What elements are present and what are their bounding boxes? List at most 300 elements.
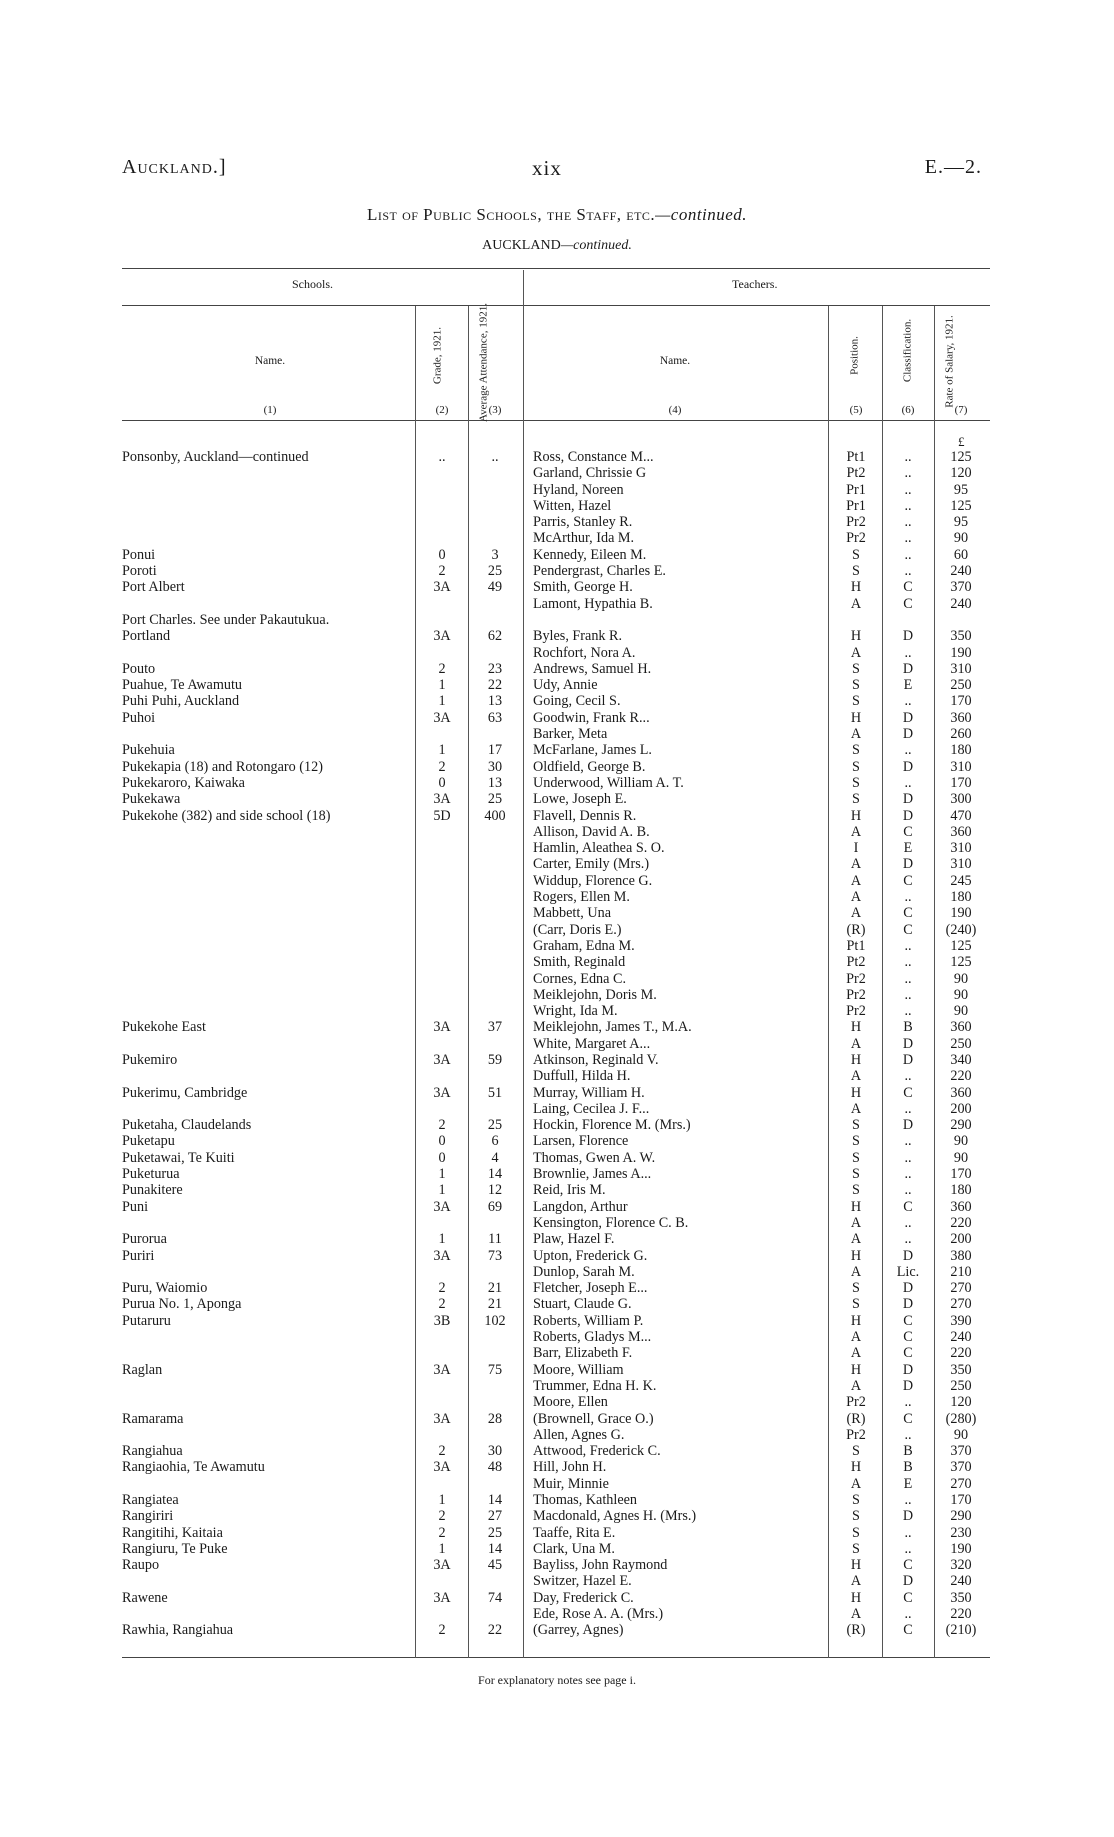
- grade-cell: 3A: [433, 628, 451, 645]
- attendance-cell: 37: [487, 1019, 503, 1036]
- teacher-name: Stuart, Claude G.: [533, 1296, 632, 1313]
- position-cell: A: [850, 1329, 862, 1346]
- column-number-rule: [122, 420, 990, 421]
- classification-cell: D: [902, 1377, 914, 1394]
- attendance-cell: 22: [487, 1622, 503, 1639]
- position-cell: A: [850, 1263, 862, 1280]
- classification-cell: D: [902, 726, 914, 743]
- classification-cell: ..: [904, 1606, 912, 1623]
- attendance-cell: 63: [487, 709, 503, 726]
- salary-cell: 170: [950, 1492, 972, 1508]
- table-row: [0, 905, 1114, 921]
- attendance-cell: 14: [487, 1166, 503, 1183]
- classification-cell: C: [903, 921, 913, 938]
- attendance-cell: 74: [487, 1589, 503, 1606]
- classification-cell: D: [902, 1361, 914, 1378]
- salary-cell: 120: [950, 465, 972, 482]
- attendance-cell: ..: [491, 449, 499, 465]
- grade-cell: 1: [438, 1492, 446, 1508]
- table-row: [0, 1036, 1114, 1052]
- teacher-name: Dunlop, Sarah M.: [533, 1263, 635, 1280]
- table-row: [0, 987, 1114, 1003]
- position-cell: (R): [846, 1622, 866, 1639]
- salary-cell: 190: [950, 1540, 972, 1557]
- table-row: [0, 645, 1114, 661]
- classification-cell: C: [903, 1410, 913, 1427]
- grade-cell: 1: [438, 693, 446, 710]
- position-cell: A: [850, 823, 862, 840]
- school-name: Poroti: [122, 563, 157, 580]
- table-row: [0, 742, 1114, 758]
- school-name: Ponui: [122, 546, 156, 563]
- salary-cell: 270: [950, 1296, 972, 1313]
- salary-cell: 370: [950, 1443, 972, 1460]
- table-row: [0, 710, 1114, 726]
- table-row: [0, 873, 1114, 889]
- school-name: Punakitere: [122, 1182, 183, 1199]
- attendance-cell: 25: [487, 1524, 503, 1541]
- salary-cell: 310: [950, 660, 972, 677]
- table-row: [0, 693, 1114, 709]
- position-cell: S: [852, 677, 860, 694]
- table-row: [0, 1231, 1114, 1247]
- classification-cell: E: [903, 840, 913, 857]
- position-cell: A: [850, 1214, 862, 1231]
- salary-header: Rate of Salary, 1921.: [943, 315, 956, 408]
- position-cell: H: [850, 1198, 862, 1215]
- school-name: Ramarama: [122, 1410, 184, 1427]
- grade-cell: 3A: [433, 1198, 451, 1215]
- document-code: E.—2.: [924, 156, 982, 178]
- classification-cell: Lic.: [896, 1263, 920, 1280]
- classification-cell: D: [902, 807, 914, 824]
- position-cell: A: [850, 1606, 862, 1623]
- attendance-cell: 22: [487, 677, 503, 694]
- school-name: Rangiaohia, Te Awamutu: [122, 1459, 265, 1476]
- section-subtitle: AUCKLAND—continued.: [482, 238, 632, 253]
- position-cell: Pt1: [846, 449, 866, 465]
- table-row: [0, 1362, 1114, 1378]
- attendance-cell: 17: [487, 742, 503, 759]
- attendance-cell: 28: [487, 1410, 503, 1427]
- position-cell: Pr2: [846, 514, 866, 531]
- attendance-cell: 11: [488, 1231, 502, 1248]
- position-cell: S: [852, 1133, 860, 1150]
- table-row: [0, 1573, 1114, 1589]
- teacher-name: Brownlie, James A...: [533, 1166, 652, 1183]
- school-name: Puahue, Te Awamutu: [122, 677, 242, 694]
- grade-cell: 3A: [433, 709, 451, 726]
- table-row: [0, 661, 1114, 677]
- attendance-header: Average Attendance, 1921.: [477, 303, 490, 422]
- school-name: Pukekawa: [122, 791, 181, 808]
- table-bottom-rule: [122, 1657, 990, 1658]
- teacher-name: Hockin, Florence M. (Mrs.): [533, 1117, 691, 1134]
- position-cell: A: [850, 1035, 862, 1052]
- school-name: Rangiahua: [122, 1443, 183, 1460]
- position-cell: S: [852, 1182, 860, 1199]
- table-row: [0, 1150, 1114, 1166]
- position-cell: Pr2: [846, 1003, 866, 1020]
- salary-cell: 310: [950, 840, 972, 857]
- salary-cell: 340: [950, 1051, 972, 1068]
- teacher-name: Graham, Edna M.: [533, 937, 635, 954]
- salary-cell: 290: [950, 1117, 972, 1134]
- salary-cell: 240: [950, 1573, 972, 1590]
- teacher-name: Underwood, William A. T.: [533, 774, 684, 791]
- grade-cell: 2: [438, 1296, 446, 1313]
- teacher-name: Clark, Una M.: [533, 1540, 615, 1557]
- classification-cell: ..: [904, 514, 912, 531]
- position-cell: H: [850, 1361, 862, 1378]
- school-name-header: Name.: [254, 355, 286, 367]
- classification-cell: D: [902, 1296, 914, 1313]
- position-cell: A: [850, 595, 862, 612]
- grade-cell: 2: [438, 1508, 446, 1525]
- table-row: [0, 1296, 1114, 1312]
- grade-cell: 1: [438, 1166, 446, 1183]
- table-row: [0, 1085, 1114, 1101]
- grade-cell: 1: [438, 1231, 446, 1248]
- position-cell: Pr2: [846, 530, 866, 547]
- salary-cell: 125: [950, 937, 972, 954]
- classification-cell: ..: [904, 1100, 912, 1117]
- table-row: [0, 954, 1114, 970]
- grade-cell: 2: [438, 1622, 446, 1639]
- table-row: [0, 1329, 1114, 1345]
- grade-header: Grade, 1921.: [431, 326, 444, 385]
- salary-cell: 180: [950, 742, 972, 759]
- position-cell: S: [852, 660, 860, 677]
- grade-cell: ..: [438, 449, 446, 465]
- teacher-name: (Brownell, Grace O.): [533, 1410, 654, 1427]
- teacher-name: Reid, Iris M.: [533, 1182, 606, 1199]
- school-name: Rangiatea: [122, 1492, 179, 1508]
- grade-cell: 1: [438, 1540, 446, 1557]
- table-row: [0, 1459, 1114, 1475]
- currency-symbol: £: [958, 434, 965, 449]
- salary-cell: 200: [950, 1100, 972, 1117]
- classification-cell: ..: [904, 970, 912, 987]
- classification-cell: ..: [904, 937, 912, 954]
- salary-cell: 290: [950, 1508, 972, 1525]
- table-row: [0, 759, 1114, 775]
- attendance-cell: 21: [487, 1296, 503, 1313]
- salary-cell: 350: [950, 1361, 972, 1378]
- table-row: [0, 1166, 1114, 1182]
- position-cell: H: [850, 1247, 862, 1264]
- school-name: Pukekaroro, Kaiwaka: [122, 774, 245, 791]
- position-cell: H: [850, 1051, 862, 1068]
- attendance-cell: 51: [487, 1084, 503, 1101]
- position-cell: A: [850, 905, 862, 922]
- teachers-group-header: Teachers.: [732, 277, 778, 291]
- salary-cell: 310: [950, 856, 972, 873]
- table-row: [0, 1313, 1114, 1329]
- attendance-cell: 25: [487, 563, 503, 580]
- school-name: Puketapu: [122, 1133, 175, 1150]
- classification-cell: ..: [904, 1524, 912, 1541]
- position-cell: H: [850, 807, 862, 824]
- teacher-name: Allison, David A. B.: [533, 823, 650, 840]
- classification-cell: ..: [904, 546, 912, 563]
- salary-cell: 220: [950, 1214, 972, 1231]
- grade-cell: 3A: [433, 1084, 451, 1101]
- teacher-name: Kensington, Florence C. B.: [533, 1214, 689, 1231]
- classification-cell: C: [903, 1622, 913, 1639]
- classification-cell: D: [902, 856, 914, 873]
- salary-cell: 470: [950, 807, 972, 824]
- position-cell: S: [852, 1540, 860, 1557]
- salary-cell: 250: [950, 1035, 972, 1052]
- position-cell: Pr2: [846, 970, 866, 987]
- school-name: Purua No. 1, Aponga: [122, 1296, 242, 1313]
- teacher-name: Roberts, William P.: [533, 1312, 644, 1329]
- salary-cell: 360: [950, 1198, 972, 1215]
- classification-cell: C: [903, 1329, 913, 1346]
- classification-cell: E: [903, 1475, 913, 1492]
- grade-cell: 0: [438, 774, 446, 791]
- classification-cell: ..: [904, 1182, 912, 1199]
- teacher-name: Oldfield, George B.: [533, 758, 646, 775]
- attendance-cell: 14: [487, 1492, 503, 1508]
- classification-cell: B: [903, 1459, 913, 1476]
- table-row: [0, 1541, 1114, 1557]
- classification-cell: D: [902, 1508, 914, 1525]
- classification-cell: ..: [904, 644, 912, 661]
- attendance-cell: 400: [484, 807, 506, 824]
- table-row: [0, 938, 1114, 954]
- salary-cell: 360: [950, 709, 972, 726]
- position-cell: S: [852, 758, 860, 775]
- teacher-name-header: Name.: [659, 355, 691, 367]
- position-cell: Pr2: [846, 986, 866, 1003]
- salary-cell: (280): [945, 1410, 977, 1427]
- salary-cell: 90: [953, 530, 969, 547]
- grade-cell: 1: [438, 742, 446, 759]
- table-row: [0, 677, 1114, 693]
- table-row: [0, 856, 1114, 872]
- position-cell: A: [850, 1068, 862, 1085]
- salary-cell: 270: [950, 1475, 972, 1492]
- teacher-name: Laing, Cecilea J. F...: [533, 1100, 650, 1117]
- position-cell: S: [852, 1149, 860, 1166]
- classification-cell: ..: [904, 1149, 912, 1166]
- column-number-4: (4): [668, 404, 682, 416]
- position-cell: A: [850, 1475, 862, 1492]
- position-header: Position.: [848, 336, 861, 375]
- table-row: [0, 612, 1114, 628]
- position-cell: S: [852, 791, 860, 808]
- teacher-name: Goodwin, Frank R...: [533, 709, 650, 726]
- grade-cell: 3A: [433, 1361, 451, 1378]
- attendance-cell: 59: [487, 1051, 503, 1068]
- salary-cell: 60: [953, 546, 969, 563]
- table-row: [0, 1411, 1114, 1427]
- page-title: List of Public Schools, the Staff, etc.—continued.: [366, 205, 748, 224]
- teacher-name: Larsen, Florence: [533, 1133, 629, 1150]
- column-number-1: (1): [263, 404, 277, 416]
- position-cell: S: [852, 1166, 860, 1183]
- salary-cell: 190: [950, 905, 972, 922]
- table-row: [0, 1443, 1114, 1459]
- grade-cell: 0: [438, 1149, 446, 1166]
- teacher-name: Garland, Chrissie G: [533, 465, 647, 482]
- position-cell: A: [850, 872, 862, 889]
- table-row: [0, 1101, 1114, 1117]
- teacher-name: Meiklejohn, Doris M.: [533, 986, 657, 1003]
- position-cell: A: [850, 726, 862, 743]
- table-row: [0, 563, 1114, 579]
- position-cell: S: [852, 1280, 860, 1297]
- teacher-name: Wright, Ida M.: [533, 1003, 618, 1020]
- position-cell: A: [850, 889, 862, 906]
- school-name: Putaruru: [122, 1312, 171, 1329]
- teacher-name: Moore, Ellen: [533, 1394, 608, 1411]
- school-name: Portland: [122, 628, 171, 645]
- school-name: Puni: [122, 1198, 149, 1215]
- teacher-name: Flavell, Dennis R.: [533, 807, 637, 824]
- table-row: [0, 726, 1114, 742]
- position-cell: H: [850, 628, 862, 645]
- teacher-name: Widdup, Florence G.: [533, 872, 653, 889]
- classification-cell: ..: [904, 1003, 912, 1020]
- position-cell: S: [852, 546, 860, 563]
- teacher-name: Moore, William: [533, 1361, 624, 1378]
- teacher-name: Ede, Rose A. A. (Mrs.): [533, 1606, 664, 1623]
- classification-cell: B: [903, 1443, 913, 1460]
- salary-cell: 90: [953, 1003, 969, 1020]
- salary-cell: 370: [950, 1459, 972, 1476]
- classification-cell: E: [903, 677, 913, 694]
- position-cell: S: [852, 774, 860, 791]
- school-name: Rangiriri: [122, 1508, 174, 1525]
- salary-cell: 95: [953, 481, 969, 498]
- teacher-name: Rochfort, Nora A.: [533, 644, 636, 661]
- classification-cell: C: [903, 1345, 913, 1362]
- attendance-cell: 30: [487, 1443, 503, 1460]
- position-cell: Pr2: [846, 1426, 866, 1443]
- school-name: Pukekohe (382) and side school (18): [122, 807, 331, 824]
- salary-cell: 250: [950, 1377, 972, 1394]
- classification-cell: ..: [904, 1231, 912, 1248]
- position-cell: A: [850, 1100, 862, 1117]
- school-name: Pukemiro: [122, 1051, 178, 1068]
- salary-cell: 350: [950, 1589, 972, 1606]
- salary-cell: 180: [950, 889, 972, 906]
- position-cell: Pr1: [846, 481, 866, 498]
- position-cell: Pt2: [846, 465, 866, 482]
- classification-cell: ..: [904, 774, 912, 791]
- classification-cell: D: [902, 758, 914, 775]
- classification-cell: C: [903, 579, 913, 596]
- grade-cell: 1: [438, 677, 446, 694]
- table-row: [0, 1590, 1114, 1606]
- school-name: Puketurua: [122, 1166, 180, 1183]
- attendance-cell: 45: [487, 1557, 503, 1574]
- classification-cell: ..: [904, 497, 912, 514]
- position-cell: S: [852, 1296, 860, 1313]
- attendance-cell: 48: [487, 1459, 503, 1476]
- salary-cell: 380: [950, 1247, 972, 1264]
- teacher-name: Carter, Emily (Mrs.): [533, 856, 650, 873]
- attendance-cell: 21: [487, 1280, 503, 1297]
- grade-cell: 3A: [433, 1051, 451, 1068]
- salary-cell: 390: [950, 1312, 972, 1329]
- grade-cell: 3B: [433, 1312, 451, 1329]
- salary-cell: 90: [953, 1426, 969, 1443]
- salary-cell: 250: [950, 677, 972, 694]
- teacher-name: Mabbett, Una: [533, 905, 612, 922]
- salary-cell: 90: [953, 1149, 969, 1166]
- teacher-name: Plaw, Hazel F.: [533, 1231, 615, 1248]
- position-cell: H: [850, 709, 862, 726]
- table-row: [0, 1068, 1114, 1084]
- attendance-cell: 3: [491, 546, 499, 563]
- column-number-6: (6): [901, 404, 915, 416]
- position-cell: H: [850, 1084, 862, 1101]
- footnote: For explanatory notes see page i.: [478, 1673, 636, 1687]
- table-row: [0, 449, 1114, 465]
- classification-cell: ..: [904, 1492, 912, 1508]
- teacher-name: Byles, Frank R.: [533, 628, 623, 645]
- salary-cell: 125: [950, 449, 972, 465]
- classification-cell: ..: [904, 742, 912, 759]
- position-cell: A: [850, 1231, 862, 1248]
- salary-cell: 220: [950, 1606, 972, 1623]
- table-row: [0, 824, 1114, 840]
- grade-cell: 2: [438, 660, 446, 677]
- grade-cell: 3A: [433, 1410, 451, 1427]
- classification-cell: D: [902, 1035, 914, 1052]
- table-row: [0, 1394, 1114, 1410]
- table-row: [0, 579, 1114, 595]
- position-cell: Pr2: [846, 1394, 866, 1411]
- position-cell: H: [850, 1019, 862, 1036]
- school-name: Puketaha, Claudelands: [122, 1117, 252, 1134]
- table-row: [0, 922, 1114, 938]
- salary-cell: 210: [950, 1263, 972, 1280]
- classification-cell: D: [902, 1573, 914, 1590]
- classification-cell: C: [903, 872, 913, 889]
- table-row: [0, 1264, 1114, 1280]
- position-cell: Pt1: [846, 937, 866, 954]
- grade-cell: 2: [438, 1524, 446, 1541]
- position-cell: Pt2: [846, 954, 866, 971]
- teacher-name: Langdon, Arthur: [533, 1198, 628, 1215]
- position-cell: H: [850, 1589, 862, 1606]
- school-name: Pukerimu, Cambridge: [122, 1084, 248, 1101]
- salary-cell: 95: [953, 514, 969, 531]
- salary-cell: 245: [950, 872, 972, 889]
- school-name: Puhi Puhi, Auckland: [122, 693, 240, 710]
- salary-cell: 190: [950, 644, 972, 661]
- table-row: [0, 791, 1114, 807]
- page-header-left: Auckland.]: [122, 156, 227, 178]
- position-cell: S: [852, 693, 860, 710]
- school-name: Port Charles. See under Pakautukua.: [122, 611, 330, 628]
- school-name: Raglan: [122, 1361, 163, 1378]
- classification-cell: C: [903, 1312, 913, 1329]
- attendance-cell: 62: [487, 628, 503, 645]
- teacher-name: White, Margaret A...: [533, 1035, 651, 1052]
- salary-cell: 310: [950, 758, 972, 775]
- classification-cell: ..: [904, 1214, 912, 1231]
- group-header-rule: [122, 305, 990, 306]
- salary-cell: 260: [950, 726, 972, 743]
- school-name: Rawhia, Rangiahua: [122, 1622, 234, 1639]
- attendance-cell: 6: [491, 1133, 499, 1150]
